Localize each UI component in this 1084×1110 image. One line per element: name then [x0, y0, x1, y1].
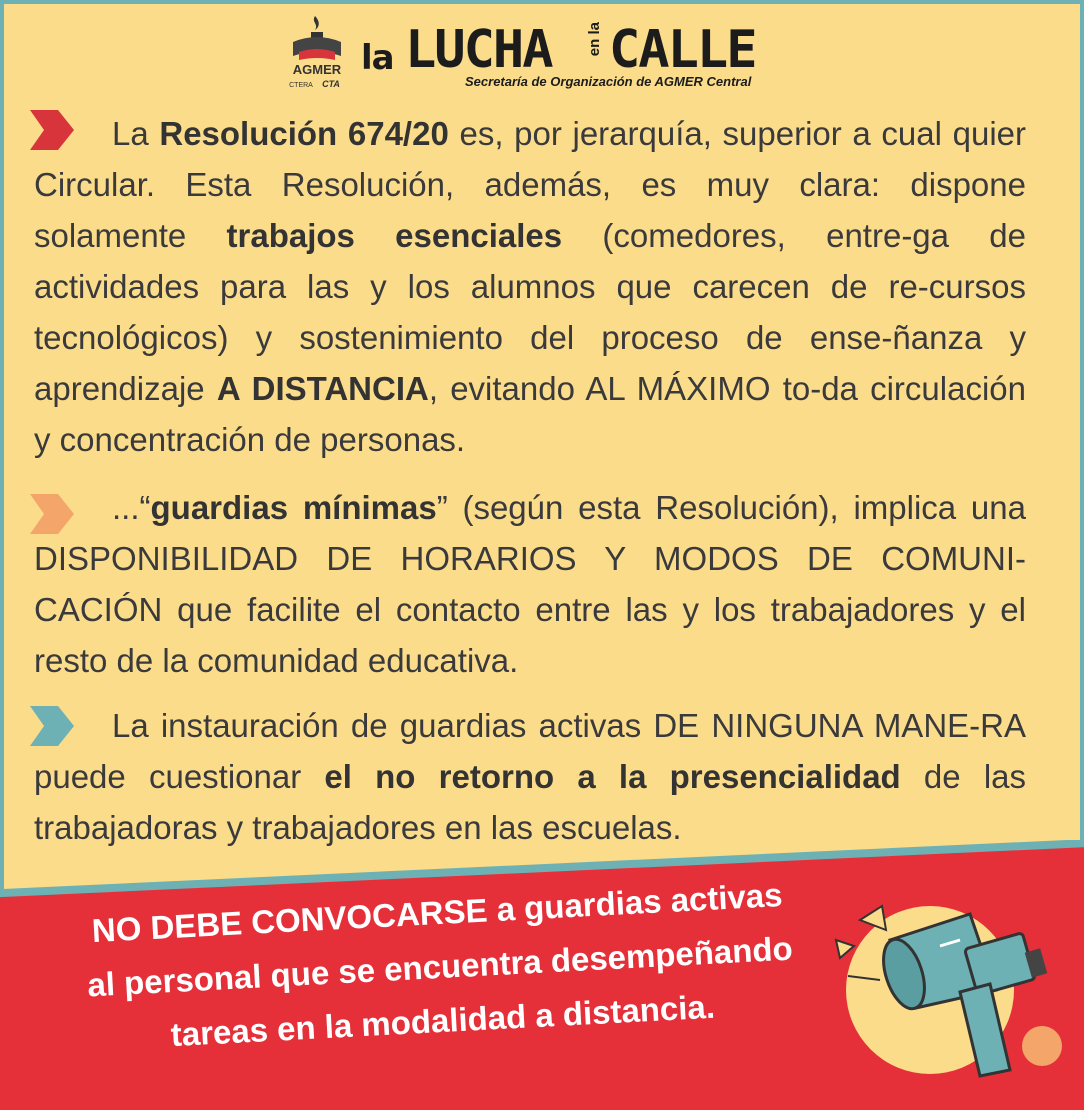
bold-text: el no retorno a la presencialidad [324, 758, 901, 795]
text: es, por jerarquía, superior a cual quier Circular. Esta Resolución, además, es muy clara: dispone solamente [34, 115, 1026, 254]
text: , evitando AL MÁXIMO to-da circulación y concentración de personas. [34, 370, 1026, 458]
brand-prefix: la [361, 38, 394, 78]
bold-text: A DISTANCIA [216, 370, 429, 407]
agmer-logo-icon [285, 12, 349, 92]
header [285, 8, 805, 94]
svg-text:AGMER: AGMER [292, 62, 342, 77]
text: de las trabajadoras y trabajadores en las escuelas. [34, 758, 1027, 846]
text: (comedores, entre-ga de actividades para las y los alumnos que carecen de re-cursos tecnológicos) y sostenimiento del proceso de ense-ñanza y aprendizaje [34, 217, 1026, 407]
text: La instauración de guardias activas DE NINGUNA MANE-RA puede cuestionar [34, 707, 1026, 795]
brand-end: CALLE [609, 20, 756, 80]
megaphone-icon [820, 880, 1070, 1080]
brand-small: en la [586, 22, 603, 57]
svg-text:CTERA: CTERA [289, 82, 313, 89]
banner-line-2: al personal que se encuentra desempeñando [86, 929, 794, 1004]
paragraph-3 [34, 700, 1026, 853]
bold-text: trabajos esenciales [226, 217, 563, 254]
paragraph-2 [34, 482, 1026, 686]
brand-main: LUCHA [405, 20, 552, 80]
paragraph-1 [34, 108, 1026, 465]
banner-line-3: tareas en la modalidad a distancia. [169, 987, 716, 1054]
text: ” (según esta Resolución), implica una DISPONIBILIDAD DE HORARIOS Y MODOS DE COMUNI-CACIÓN que facilite el contacto entre las y los trabajadores y el resto de la comunidad educativa. [34, 489, 1026, 679]
bold-text: Resolución 674/20 [159, 115, 449, 152]
svg-text:CTA: CTA [322, 79, 340, 89]
banner-line-1: NO DEBE CONVOCARSE a guardias activas [90, 876, 784, 950]
text: ...“ [112, 489, 151, 526]
bold-text: guardias mínimas [150, 489, 437, 526]
header-subtitle: Secretaría de Organización de AGMER Central [465, 74, 752, 89]
text: La [112, 115, 160, 152]
